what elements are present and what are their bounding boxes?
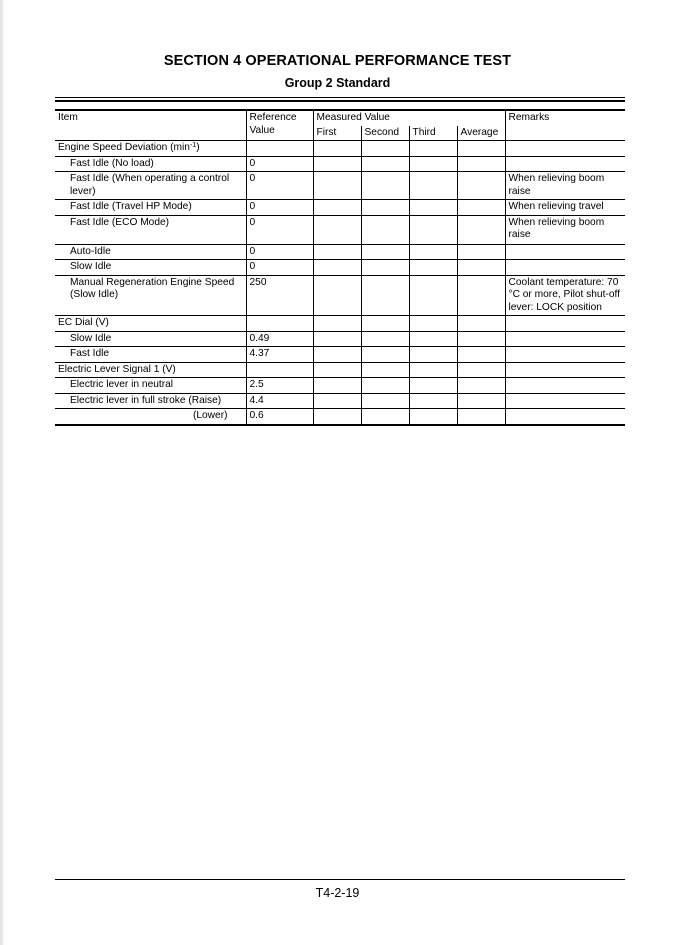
table-row [55,200,625,216]
footer-rule [55,879,625,880]
row-item: EC Dial (V) [55,316,246,332]
row-remarks: When relieving boom raise [505,172,625,200]
row-reference: 0 [246,200,313,216]
table-header-row [55,110,625,126]
performance-spec-table [55,109,625,426]
row-third [409,172,457,200]
header-rule-thick [55,100,625,102]
row-third [409,200,457,216]
row-item: Slow Idle [55,331,246,347]
row-second [361,200,409,216]
row-remarks [505,409,625,425]
row-second [361,362,409,378]
row-first [313,200,361,216]
page-number: T4-2-19 [315,886,360,900]
column-header-measured-value: Measured Value [313,110,505,126]
row-first [313,347,361,363]
row-second [361,156,409,172]
row-reference: 4.4 [246,393,313,409]
row-second [361,331,409,347]
row-item: Electric lever in neutral [55,378,246,394]
row-first [313,378,361,394]
header-rule [55,97,625,98]
row-first [313,172,361,200]
row-remarks [505,141,625,157]
row-average [457,275,505,316]
row-item: Electric lever in full stroke (Raise) [55,393,246,409]
row-third [409,378,457,394]
row-first [313,244,361,260]
row-average [457,215,505,244]
row-item: Slow Idle [55,260,246,276]
row-remarks: When relieving boom raise [505,215,625,244]
row-first [313,316,361,332]
row-average [457,172,505,200]
row-second [361,316,409,332]
row-second [361,172,409,200]
row-reference: 0.49 [246,331,313,347]
row-remarks [505,331,625,347]
row-average [457,393,505,409]
row-second [361,378,409,394]
row-item: Fast Idle (When operating a control lever) [55,172,246,200]
table-row [55,316,625,332]
table-row [55,347,625,363]
row-third [409,244,457,260]
page-edge [0,0,3,945]
row-average [457,200,505,216]
row-second [361,260,409,276]
table-row [55,141,625,157]
row-first [313,393,361,409]
row-remarks [505,378,625,394]
row-remarks [505,260,625,276]
row-first [313,409,361,425]
column-header-remarks: Remarks [505,110,625,141]
row-second [361,275,409,316]
row-first [313,260,361,276]
row-reference [246,362,313,378]
row-second [361,141,409,157]
row-second [361,244,409,260]
row-third [409,347,457,363]
column-header-average: Average [457,126,505,141]
row-reference: 0 [246,260,313,276]
row-reference: 0 [246,156,313,172]
row-third [409,316,457,332]
table-row [55,156,625,172]
row-remarks: Coolant temperature: 70 °C or more, Pilot shut-off lever: LOCK position [505,275,625,316]
row-reference: 0.6 [246,409,313,425]
row-third [409,275,457,316]
row-third [409,215,457,244]
row-reference: 0 [246,215,313,244]
row-reference [246,141,313,157]
row-first [313,275,361,316]
row-average [457,331,505,347]
row-item: Fast Idle (No load) [55,156,246,172]
unit-superscript: -1 [189,142,197,149]
row-remarks [505,362,625,378]
row-third [409,393,457,409]
row-average [457,316,505,332]
row-reference [246,316,313,332]
row-remarks [505,316,625,332]
column-header-second: Second [361,126,409,141]
row-second [361,215,409,244]
table-row [55,275,625,316]
table-row [55,409,625,425]
column-header-reference-line1: Reference [249,112,297,123]
row-reference: 2.5 [246,378,313,394]
row-second [361,347,409,363]
row-item-text: Engine Speed Deviation (min [58,142,190,153]
row-first [313,215,361,244]
table-row [55,378,625,394]
row-item [55,141,246,157]
table-row [55,172,625,200]
row-average [457,260,505,276]
row-item: Fast Idle (Travel HP Mode) [55,200,246,216]
row-second [361,409,409,425]
table-row [55,260,625,276]
table-row [55,215,625,244]
section-title: SECTION 4 OPERATIONAL PERFORMANCE TEST [163,53,512,69]
row-remarks [505,393,625,409]
table-row [55,362,625,378]
row-average [457,347,505,363]
table-row [55,331,625,347]
column-header-reference [246,110,313,141]
row-reference: 0 [246,244,313,260]
row-third [409,260,457,276]
row-reference: 4.37 [246,347,313,363]
column-header-third: Third [409,126,457,141]
row-item: Auto-Idle [55,244,246,260]
row-average [457,409,505,425]
row-third [409,156,457,172]
row-reference: 0 [246,172,313,200]
row-average [457,156,505,172]
row-item: Electric Lever Signal 1 (V) [55,362,246,378]
column-header-item: Item [55,110,246,141]
row-item: (Lower) [55,409,246,425]
row-average [457,244,505,260]
row-third [409,141,457,157]
row-remarks [505,156,625,172]
table-row [55,393,625,409]
group-title: Group 2 Standard [284,76,391,90]
row-item: Fast Idle (ECO Mode) [55,215,246,244]
row-second [361,393,409,409]
row-third [409,362,457,378]
row-first [313,156,361,172]
row-third [409,409,457,425]
row-item: Manual Regeneration Engine Speed (Slow Idle) [55,275,246,316]
table-row [55,244,625,260]
column-header-first: First [313,126,361,141]
row-item: Fast Idle [55,347,246,363]
row-first [313,362,361,378]
row-remarks [505,244,625,260]
row-remarks [505,347,625,363]
column-header-reference-line2: Value [249,124,275,136]
row-item-suffix: ) [196,142,200,153]
row-remarks: When relieving travel [505,200,625,216]
row-reference: 250 [246,275,313,316]
row-average [457,362,505,378]
row-third [409,331,457,347]
row-average [457,378,505,394]
row-first [313,141,361,157]
row-first [313,331,361,347]
row-average [457,141,505,157]
